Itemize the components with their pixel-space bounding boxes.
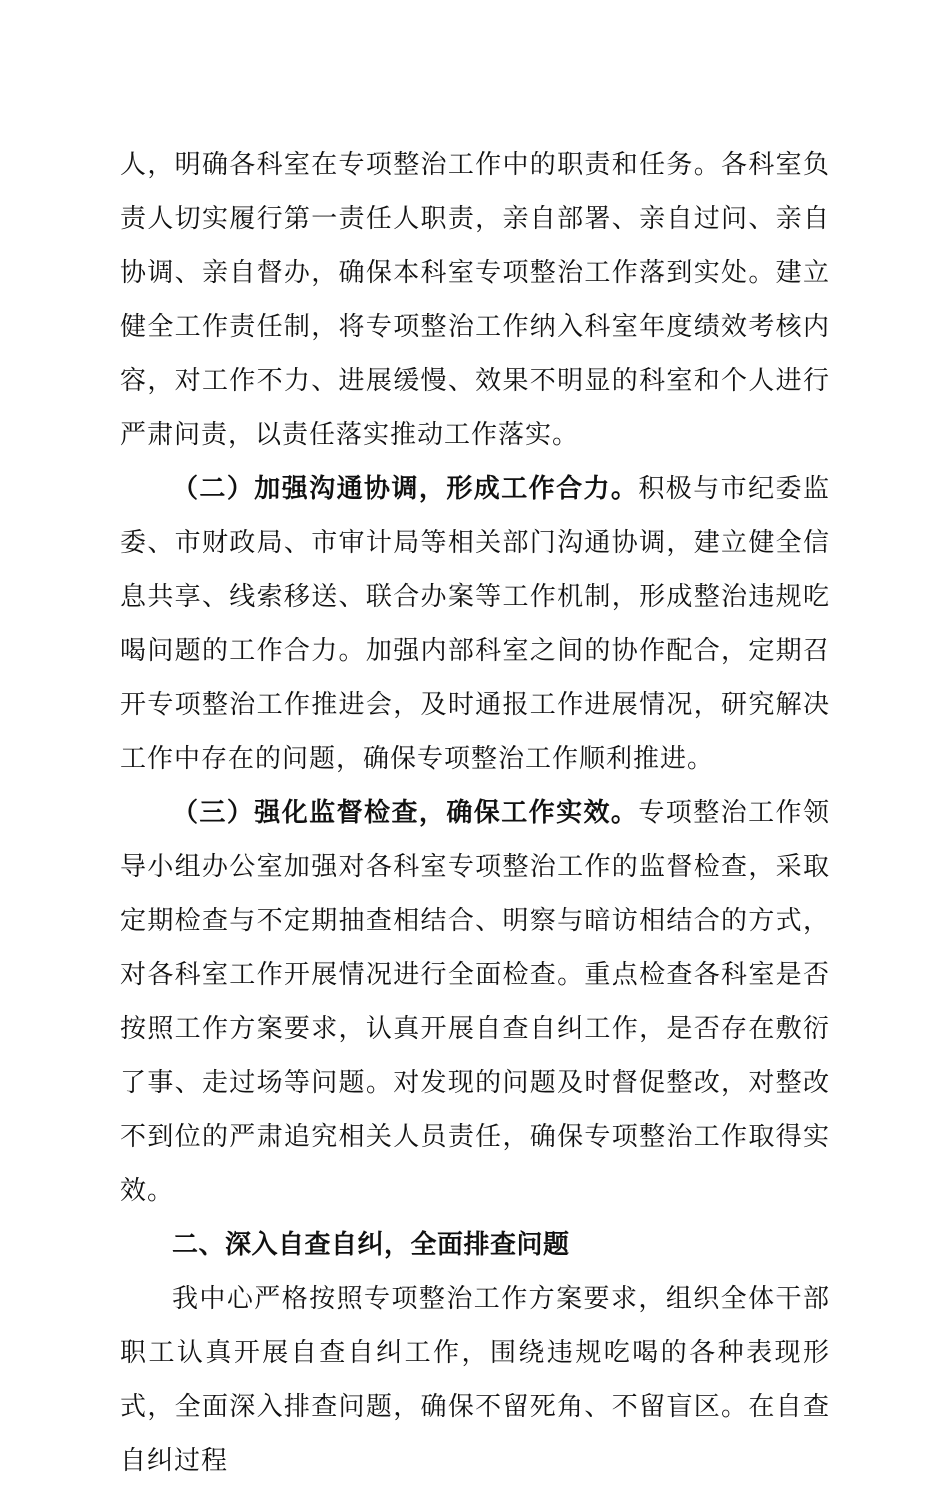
paragraph-supervision [120,786,830,1218]
subheading-coordination: （二）加强沟通协调，形成工作合力。 [172,474,639,504]
paragraph-coordination [120,462,830,786]
paragraph-coordination-body: 积极与市纪委监委、市财政局、市审计局等相关部门沟通协调，建立健全信息共享、线索移送、联合办案等工作机制，形成整治违规吃喝问题的工作合力。加强内部科室之间的协作配合，定期召开专项整治工作推进会，及时通报工作进展情况，研究解决工作中存在的问题，确保专项整治工作顺利推进。 [120,474,830,774]
section-heading-self-inspection: 二、深入自查自纠，全面排查问题 [172,1230,570,1260]
paragraph-supervision-body: 专项整治工作领导小组办公室加强对各科室专项整治工作的监督检查，采取定期检查与不定期抽查相结合、明察与暗访相结合的方式，对各科室工作开展情况进行全面检查。重点检查各科室是否按照工作方案要求，认真开展自查自纠工作，是否存在敷衍了事、走过场等问题。对发现的问题及时督促整改，对整改不到位的严肃追究相关人员责任，确保专项整治工作取得实效。 [120,798,830,1206]
subheading-supervision: （三）强化监督检查，确保工作实效。 [172,798,639,828]
paragraph-self-inspection: 我中心严格按照专项整治工作方案要求，组织全体干部职工认真开展自查自纠工作，围绕违规吃喝的各种表现形式，全面深入排查问题，确保不留死角、不留盲区。在自查自纠过程 [120,1284,830,1476]
document-body [120,138,830,1488]
paragraph-responsibility: 人，明确各科室在专项整治工作中的职责和任务。各科室负责人切实履行第一责任人职责，亲自部署、亲自过问、亲自协调、亲自督办，确保本科室专项整治工作落到实处。建立健全工作责任制，将专项整治工作纳入科室年度绩效考核内容，对工作不力、进展缓慢、效果不明显的科室和个人进行严肃问责，以责任落实推动工作落实。 [120,150,830,450]
